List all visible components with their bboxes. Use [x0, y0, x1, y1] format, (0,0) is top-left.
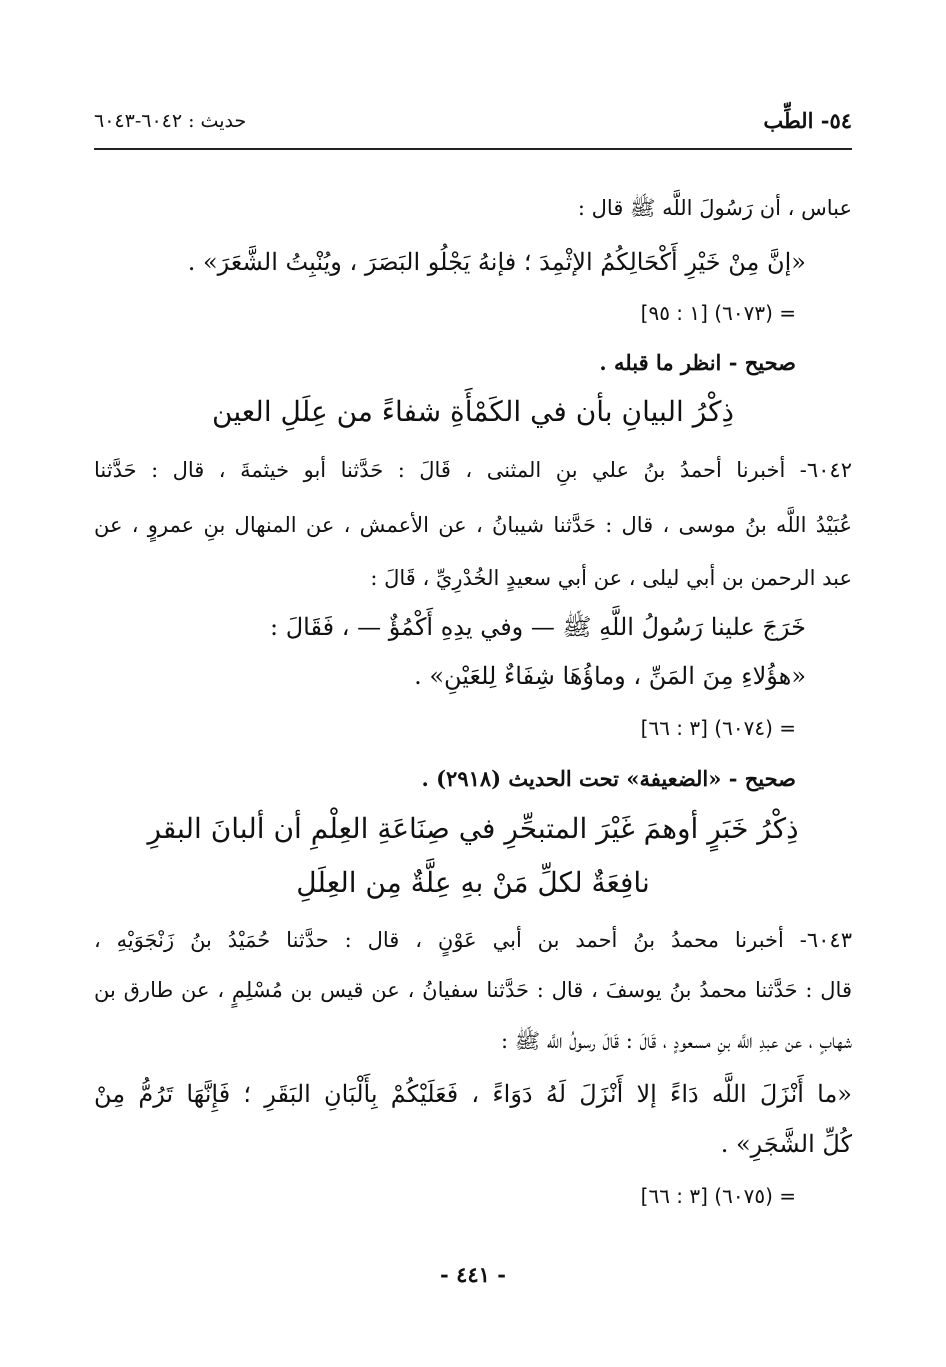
- text-line: عباس ، أن رَسُولَ اللَّه ﷺ قال :: [577, 196, 852, 220]
- page-header: [94, 102, 852, 150]
- section-heading: ذِكْرُ خَبَرٍ أوهمَ غَيْرَ المتبحِّرِ في صِنَاعَةِ العِلْمِ أن ألبانَ البقرِ: [147, 812, 799, 845]
- grading-line: صحيح - انظر ما قبله .: [599, 350, 796, 375]
- hadith-quote: كُلِّ الشَّجَرِ» .: [720, 1130, 852, 1158]
- section-heading: ذِكْرُ البيانِ بأن في الكَمْأَةِ شفاءً من عِلَلِ العين: [212, 395, 734, 428]
- hadith-quote: «ما أَنْزَلَ اللَّه دَاءً إلا أَنْزَلَ لَهُ دَوَاءً ، فَعَلَيْكُمْ بِأَلْبَانِ البَقَرِ ؛ فَإِنَّهَا تَرُمُّ مِنْ: [94, 1080, 852, 1108]
- text-line: عُبَيْدُ اللَّه بنُ موسى ، قال : حَدَّثنا شيبانُ ، عن الأعمش ، عن المنهال بنِ عمروٍ ، عن: [94, 513, 852, 537]
- hadith-range: حديث : ٦٠٤٢-٦٠٤٣: [94, 110, 247, 132]
- page-number: - ٤٤١ -: [440, 1262, 506, 1287]
- text-line: قال : حَدَّثنا محمدُ بنُ يوسفَ ، قال : حَدَّثنا سفيانُ ، عن قيس بن مُسْلِمٍ ، عن طارق بن: [94, 978, 852, 1002]
- reference-line: = (٦٠٧٣) [١ : ٩٥]: [640, 301, 796, 325]
- text-line: شهابٍ ، عن عبدِ اللَّه بنِ مسعودٍ ، قَالَ : قَالَ رسولُ اللَّه ﷺ :: [500, 1029, 852, 1053]
- hadith-quote: «هؤُلاءِ مِنَ المَنِّ ، وماؤُهَا شِفَاءٌ لِلعَيْنِ» .: [414, 662, 806, 690]
- chapter-title: ٥٤- الطِّب: [763, 108, 852, 133]
- grading-line: صحيح - «الضعيفة» تحت الحديث (٢٩١٨) .: [421, 766, 796, 791]
- reference-line: = (٦٠٧٥) [٣ : ٦٦]: [640, 1184, 796, 1208]
- hadith-quote: خَرَجَ علينا رَسُولُ اللَّهِ ﷺ — وفي يدِهِ أَكْمُؤٌ — ، فَقَالَ :: [270, 613, 806, 641]
- hadith-quote: «إنَّ مِنْ خَيْرِ أَكْحَالِكُمُ الإثْمِدَ ؛ فإنهُ يَجْلُو البَصَرَ ، ويُنْبِتُ الشَّعَرَ» .: [187, 248, 806, 276]
- text-line: ٦٠٤٣- أخبرنا محمدُ بنُ أحمد بن أبي عَوْنٍ ، قال : حدَّثنا حُمَيْدُ بنُ زَنْجَوَيْهِ ،: [94, 928, 852, 952]
- text-line: ٦٠٤٢- أخبرنا أحمدُ بنُ علي بنِ المثنى ، قَالَ : حَدَّثنا أبو خيثمةَ ، قال : حَدَّثنا: [94, 458, 852, 482]
- reference-line: = (٦٠٧٤) [٣ : ٦٦]: [640, 716, 796, 740]
- text-line: عبد الرحمن بن أبي ليلى ، عن أبي سعيدٍ الخُدْرِيِّ ، قَالَ :: [370, 566, 852, 590]
- section-heading: نافِعَةٌ لكلِّ مَنْ بهِ عِلَّةٌ مِن العِلَلِ: [296, 866, 650, 899]
